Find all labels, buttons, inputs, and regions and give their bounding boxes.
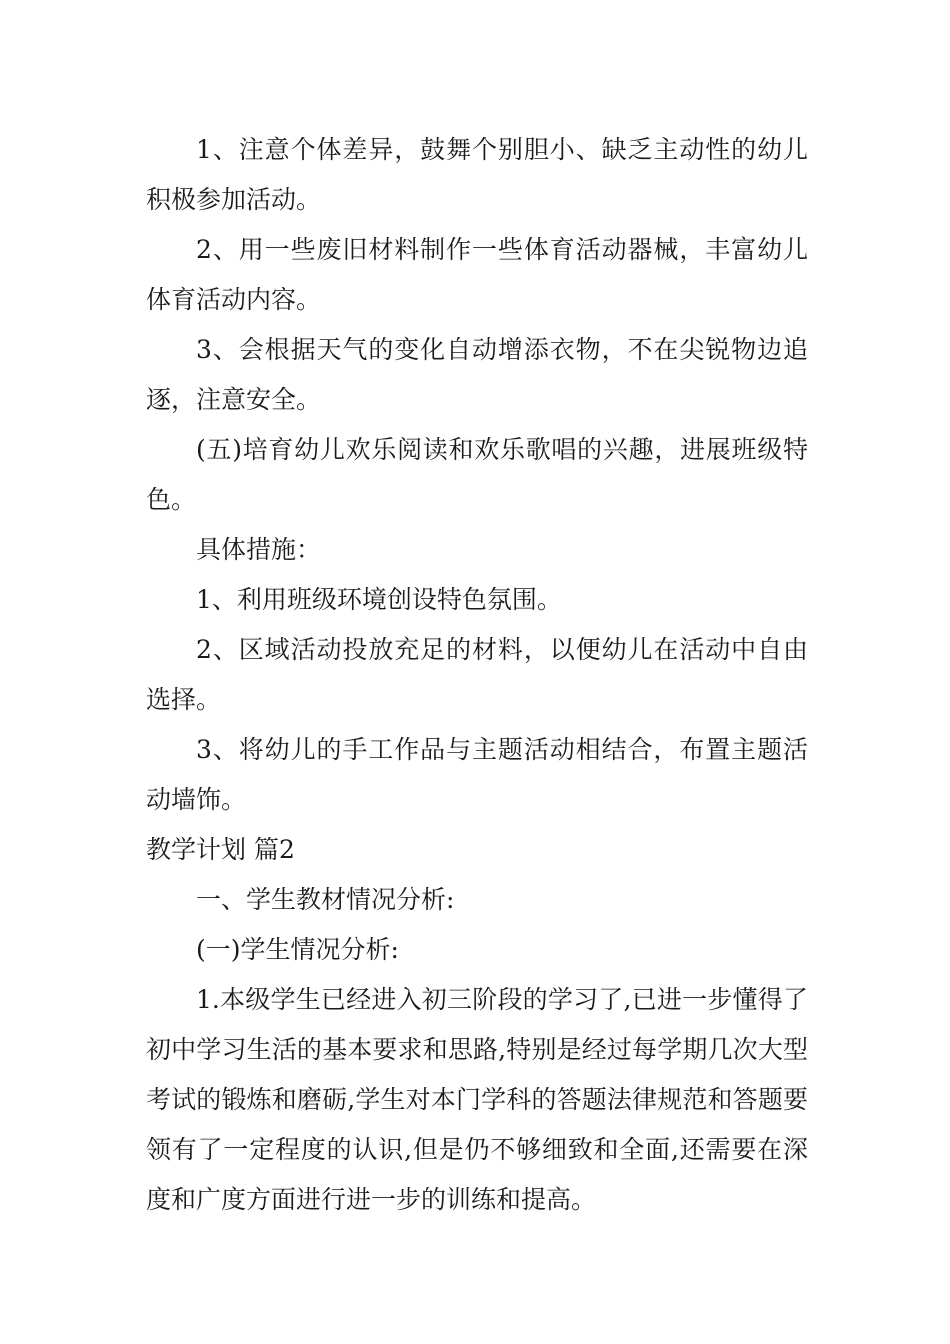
document-body xyxy=(146,125,808,1225)
paragraph-2: 2、用一些废旧材料制作一些体育活动器械，丰富幼儿体育活动内容。 xyxy=(146,235,808,314)
paragraph-3: 3、会根据天气的变化自动增添衣物，不在尖锐物边追逐，注意安全。 xyxy=(146,335,808,414)
analysis-paragraph: 1.本级学生已经进入初三阶段的学习了,已进一步懂得了初中学习生活的基本要求和思路,特别是经过每学期几次大型考试的锻炼和磨砺,学生对本门学科的答题法律规范和答题要领有了一定程度的认识,但是仍不够细致和全面,还需要在深度和广度方面进行进一步的训练和提高。 xyxy=(146,985,808,1214)
measure-1: 1、利用班级环境创设特色氛围。 xyxy=(196,585,562,614)
section-heading-5: (五)培育幼儿欢乐阅读和欢乐歌唱的兴趣，进展班级特色。 xyxy=(146,435,808,514)
measures-label: 具体措施： xyxy=(196,535,322,564)
measure-2: 2、区域活动投放充足的材料，以便幼儿在活动中自由选择。 xyxy=(146,635,808,714)
subsection-heading-1: (一)学生情况分析: xyxy=(196,935,399,964)
section-heading-1: 一、学生教材情况分析: xyxy=(196,885,455,914)
plan-title: 教学计划 篇2 xyxy=(146,835,295,864)
measure-3: 3、将幼儿的手工作品与主题活动相结合，布置主题活动墙饰。 xyxy=(146,735,808,814)
paragraph-1: 1、注意个体差异，鼓舞个别胆小、缺乏主动性的幼儿积极参加活动。 xyxy=(146,135,808,214)
